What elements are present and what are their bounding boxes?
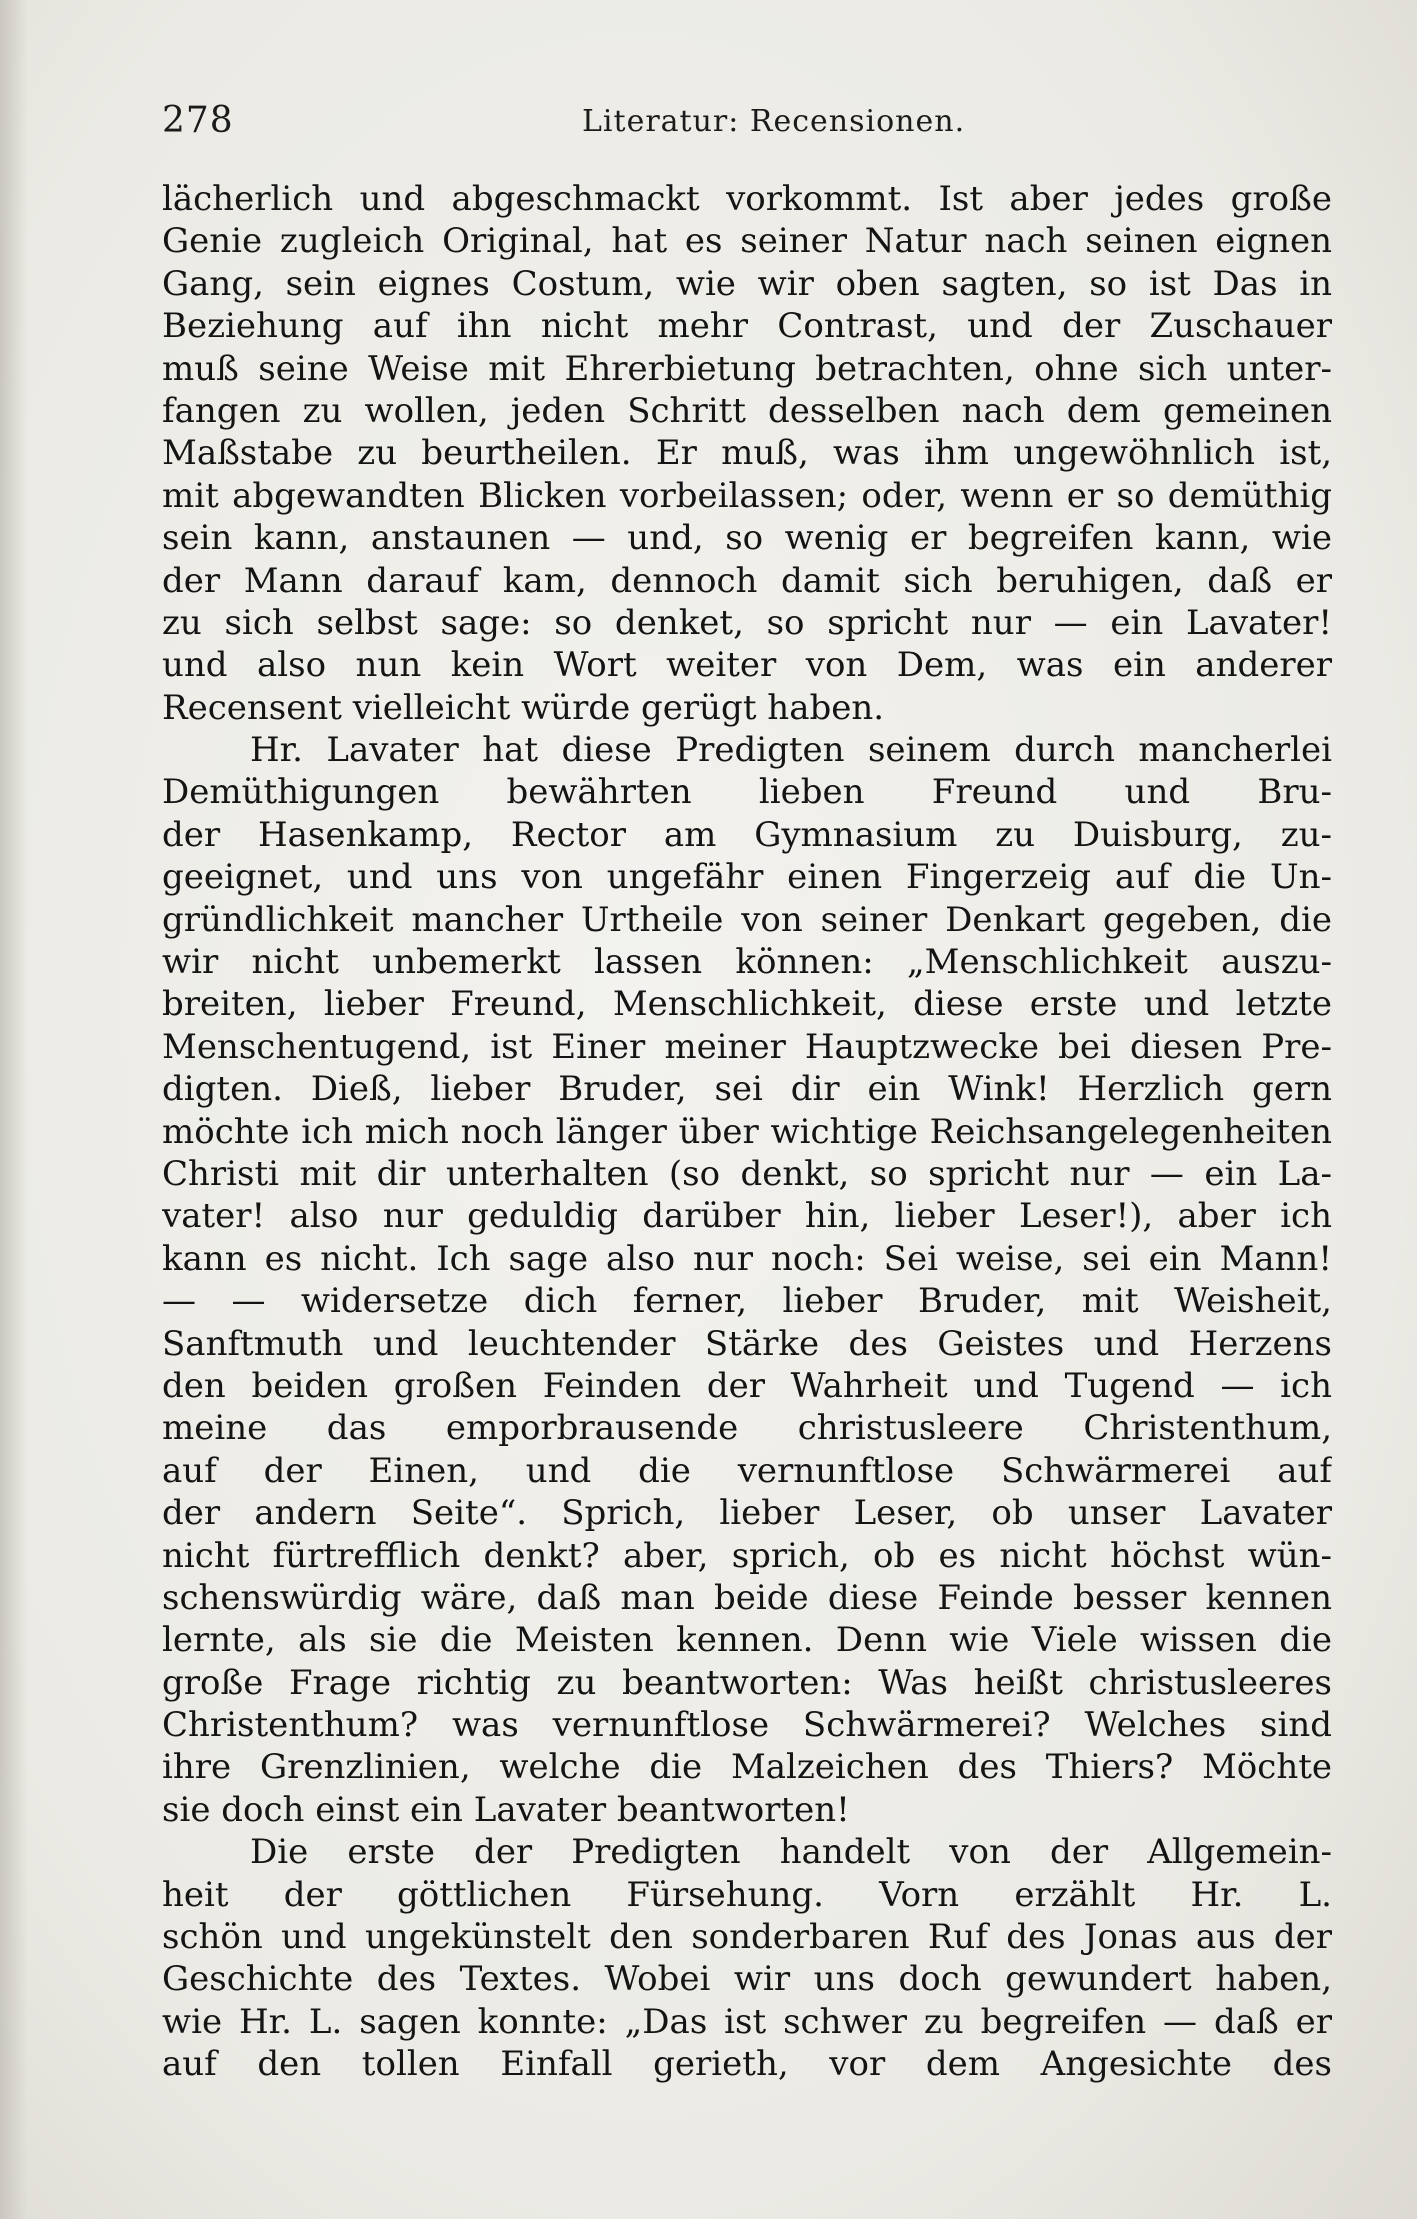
text-line: zu sich selbst sage: so denket, so spricht nur — ein Lavater! — [162, 602, 1332, 643]
text-line: auf den tollen Einfall gerieth, vor dem Angesichte des — [162, 2044, 1332, 2085]
text-line: Christenthum? was vernunftlose Schwärmerei? Welches sind — [162, 1705, 1332, 1746]
text-line: der andern Seite“. Sprich, lieber Leser, ob unser Lavater — [162, 1493, 1332, 1534]
text-line: auf der Einen, und die vernunftlose Schwärmerei auf — [162, 1450, 1332, 1491]
text-line: lächerlich und abgeschmackt vorkommt. Ist aber jedes große — [162, 179, 1332, 219]
text-line: Geschichte des Textes. Wobei wir uns doch gewundert haben, — [162, 1959, 1332, 2000]
text-line: wie Hr. L. sagen konnte: „Das ist schwer zu begreifen — daß er — [162, 2001, 1332, 2042]
text-line: Beziehung auf ihn nicht mehr Contrast, und der Zuschauer — [162, 306, 1332, 347]
text-line: Sanftmuth und leuchtender Stärke des Geistes und Herzens — [162, 1323, 1332, 1364]
text-line: gründlichkeit mancher Urtheile von seiner Denkart gegeben, die — [162, 899, 1332, 940]
text-line: und also nun kein Wort weiter von Dem, was ein anderer — [162, 645, 1332, 686]
text-line: sie doch einst ein Lavater beantworten! — [162, 1789, 850, 1830]
text-line: Recensent vielleicht würde gerügt haben. — [162, 687, 885, 728]
text-line: Menschentugend, ist Einer meiner Hauptzwecke bei diesen Pre- — [162, 1026, 1332, 1067]
text-line: wir nicht unbemerkt lassen können: „Menschlichkeit auszu- — [162, 942, 1332, 983]
text-line: Gang, sein eignes Costum, wie wir oben sagten, so ist Das in — [162, 263, 1332, 304]
text-line: — — widersetze dich ferner, lieber Bruder, mit Weisheit, — [162, 1281, 1332, 1322]
page-header — [162, 100, 1332, 150]
text-line: fangen zu wollen, jeden Schritt desselben nach dem gemeinen — [162, 390, 1332, 431]
text-line: der Hasenkamp, Rector am Gymnasium zu Duisburg, zu- — [162, 814, 1332, 855]
page-gutter-shadow — [0, 0, 28, 2219]
text-line: nicht fürtrefflich denkt? aber, sprich, ob es nicht höchst wün- — [162, 1535, 1332, 1576]
text-line: lernte, als sie die Meisten kennen. Denn wie Viele wissen die — [162, 1620, 1332, 1661]
text-line: Demüthigungen bewährten lieben Freund und Bru- — [162, 772, 1332, 813]
text-line: große Frage richtig zu beantworten: Was heißt christusleeres — [162, 1662, 1332, 1703]
text-line: Hr. Lavater hat diese Predigten seinem durch mancherlei — [250, 730, 1332, 771]
running-head: Literatur: Recensionen. — [582, 104, 966, 139]
text-line: sein kann, anstaunen — und, so wenig er begreifen kann, wie — [162, 518, 1332, 559]
text-line: meine das emporbrausende christusleere Christenthum, — [162, 1408, 1332, 1449]
text-line: Die erste der Predigten handelt von der Allgemein- — [250, 1832, 1332, 1873]
text-line: Genie zugleich Original, hat es seiner Natur nach seinen eignen — [162, 221, 1332, 262]
text-line: geeignet, und uns von ungefähr einen Fingerzeig auf die Un- — [162, 857, 1332, 898]
text-line: schenswürdig wäre, daß man beide diese Feinde besser kennen — [162, 1577, 1332, 1618]
page-number: 278 — [162, 100, 234, 141]
text-line: vater! also nur geduldig darüber hin, lieber Leser!), aber ich — [162, 1196, 1332, 1237]
text-line: heit der göttlichen Fürsehung. Vorn erzählt Hr. L. — [162, 1874, 1332, 1915]
text-line: der Mann darauf kam, dennoch damit sich beruhigen, daß er — [162, 560, 1332, 601]
text-line: breiten, lieber Freund, Menschlichkeit, diese erste und letzte — [162, 984, 1332, 1025]
body-text — [162, 178, 1332, 2086]
text-line: möchte ich mich noch länger über wichtige Reichsangelegenheiten — [162, 1111, 1332, 1152]
text-line: schön und ungekünstelt den sonderbaren Ruf des Jonas aus der — [162, 1917, 1332, 1958]
text-line: den beiden großen Feinden der Wahrheit und Tugend — ich — [162, 1365, 1332, 1406]
text-line: kann es nicht. Ich sage also nur noch: Sei weise, sei ein Mann! — [162, 1238, 1332, 1279]
text-line: digten. Dieß, lieber Bruder, sei dir ein Wink! Herzlich gern — [162, 1069, 1332, 1110]
text-line: ihre Grenzlinien, welche die Malzeichen des Thiers? Möchte — [162, 1747, 1332, 1788]
text-line: Christi mit dir unterhalten (so denkt, so spricht nur — ein La- — [162, 1153, 1332, 1194]
text-line: Maßstabe zu beurtheilen. Er muß, was ihm ungewöhnlich ist, — [162, 433, 1332, 474]
text-line: muß seine Weise mit Ehrerbietung betrachten, ohne sich unter- — [162, 348, 1332, 389]
text-line: mit abgewandten Blicken vorbeilassen; oder, wenn er so demüthig — [162, 475, 1332, 516]
